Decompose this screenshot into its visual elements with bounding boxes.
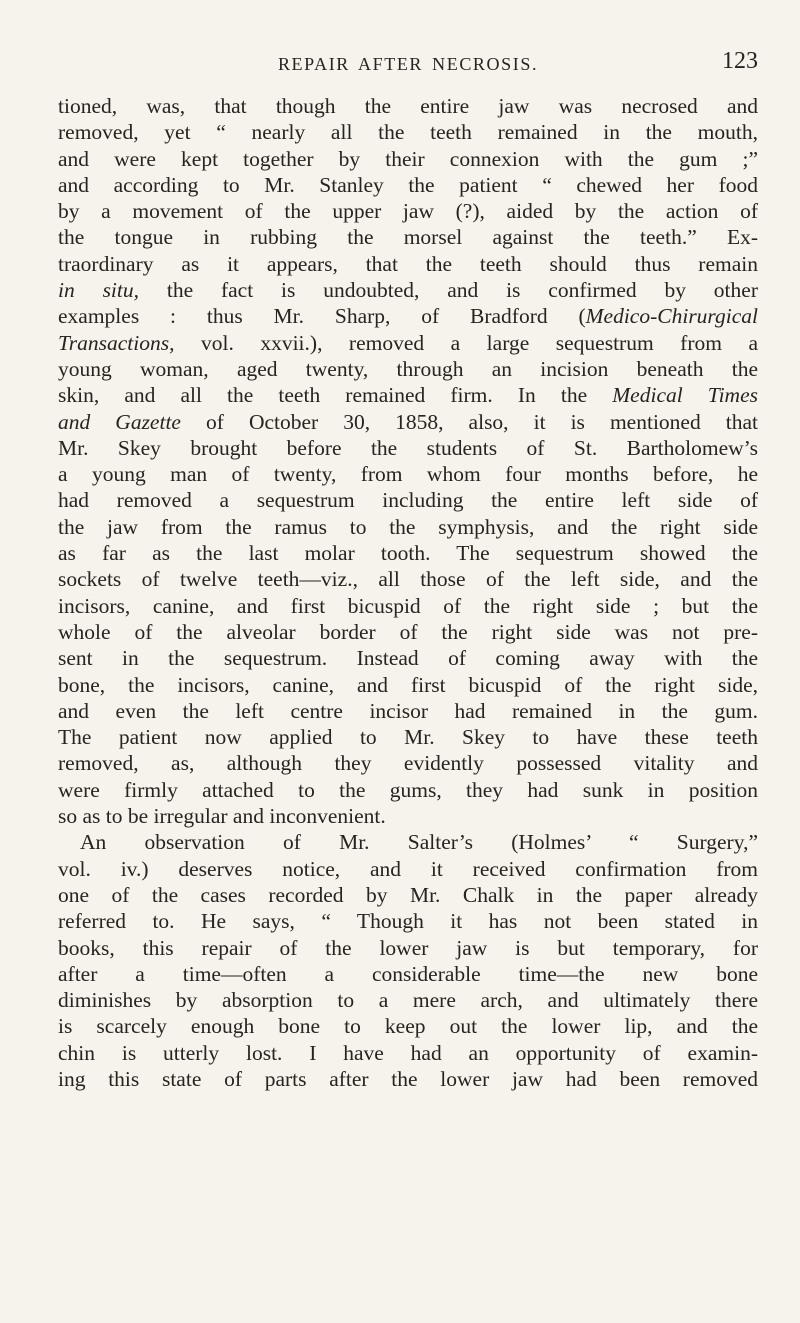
- text-line: [58, 1013, 758, 1039]
- text-segment: and according to Mr. Stanley the patient “ chewed her food: [58, 172, 758, 197]
- text-segment: examples : thus Mr. Sharp, of Bradford (: [58, 304, 586, 329]
- body-text: [58, 93, 758, 1092]
- text-line: [58, 987, 758, 1013]
- text-line: [58, 540, 758, 566]
- text-line: [58, 172, 758, 198]
- text-line: [58, 514, 758, 540]
- text-line: [58, 882, 758, 908]
- text-line: [58, 251, 758, 277]
- text-line: [58, 330, 758, 356]
- text-line: [58, 935, 758, 961]
- text-line: [58, 619, 758, 645]
- text-segment: the tongue in rubbing the morsel against the teeth.” Ex-: [58, 225, 758, 250]
- text-segment: had removed a sequestrum including the entire left side of: [58, 488, 758, 513]
- text-segment: traordinary as it appears, that the teeth should thus remain: [58, 251, 758, 276]
- text-segment: incisors, canine, and first bicuspid of the right side ; but the: [58, 593, 758, 618]
- text-segment: as far as the last molar tooth. The sequestrum showed the: [58, 541, 758, 566]
- text-segment: by a movement of the upper jaw (?), aided by the action of: [58, 199, 758, 224]
- text-line: [58, 461, 758, 487]
- text-segment: referred to. He says, “ Though it has not been stated in: [58, 909, 758, 934]
- text-segment: removed, yet “ nearly all the teeth remained in the mouth,: [58, 120, 758, 145]
- italic-text: Medico-Chirurgical: [585, 304, 758, 329]
- text-segment: the fact is undoubted, and is confirmed by other: [139, 278, 758, 303]
- text-line: [58, 672, 758, 698]
- text-line: [58, 382, 758, 408]
- text-segment: of October 30, 1858, also, it is mentioned that: [180, 409, 758, 434]
- text-segment: a young man of twenty, from whom four months before, he: [58, 462, 758, 487]
- text-line: [58, 724, 758, 750]
- text-segment: bone, the incisors, canine, and first bicuspid of the right side,: [58, 672, 758, 697]
- text-segment: The patient now applied to Mr. Skey to have these teeth: [58, 725, 758, 750]
- running-head: REPAIR AFTER NECROSIS.: [277, 54, 539, 74]
- text-line: [58, 750, 758, 776]
- text-segment: so as to be irregular and inconvenient.: [58, 804, 386, 829]
- text-segment: vol. iv.) deserves notice, and it received confirmation from: [58, 856, 758, 881]
- text-line: [58, 908, 758, 934]
- text-line: [58, 777, 758, 803]
- text-segment: sockets of twelve teeth—viz., all those of the left side, and the: [58, 567, 758, 592]
- text-segment: books, this repair of the lower jaw is but temporary, for: [58, 935, 758, 960]
- italic-text: and Gazette: [58, 409, 181, 434]
- text-segment: An observation of Mr. Salter’s (Holmes’ “ Surgery,”: [80, 830, 758, 855]
- text-segment: diminishes by absorption to a mere arch, and ultimately there: [58, 988, 758, 1013]
- text-line: [58, 119, 758, 145]
- text-segment: removed, as, although they evidently possessed vitality and: [58, 751, 758, 776]
- text-line: [58, 856, 758, 882]
- text-segment: Mr. Skey brought before the students of St. Bartholomew’s: [58, 435, 758, 460]
- text-line: [58, 1040, 758, 1066]
- italic-text: Medical Times: [612, 383, 758, 408]
- text-line: [58, 146, 758, 172]
- text-line: [58, 803, 758, 829]
- text-segment: whole of the alveolar border of the right side was not pre-: [58, 619, 758, 644]
- text-segment: after a time—often a considerable time—the new bone: [58, 961, 758, 986]
- text-segment: sent in the sequestrum. Instead of coming away with the: [58, 646, 758, 671]
- text-line: [58, 487, 758, 513]
- text-line: [58, 93, 758, 119]
- italic-text: Transactions,: [58, 330, 175, 355]
- italic-text: in situ,: [58, 278, 140, 303]
- text-line: [58, 409, 758, 435]
- text-segment: skin, and all the teeth remained firm. In the: [58, 383, 613, 408]
- text-segment: young woman, aged twenty, through an incision beneath the: [58, 356, 758, 381]
- text-segment: and even the left centre incisor had remained in the gum.: [58, 698, 758, 723]
- text-line: [58, 645, 758, 671]
- text-segment: were firmly attached to the gums, they had sunk in position: [58, 777, 758, 802]
- text-line: [58, 698, 758, 724]
- text-segment: and were kept together by their connexion with the gum ;”: [58, 146, 758, 171]
- text-line: [58, 1066, 758, 1092]
- text-line: [58, 303, 758, 329]
- text-segment: the jaw from the ramus to the symphysis, and the right side: [58, 514, 758, 539]
- text-segment: chin is utterly lost. I have had an opportunity of examin-: [58, 1040, 758, 1065]
- text-line: [58, 829, 758, 855]
- text-line: [58, 224, 758, 250]
- text-line: [58, 198, 758, 224]
- text-segment: tioned, was, that though the entire jaw was necrosed and: [58, 94, 758, 118]
- page-number: 123: [722, 48, 758, 74]
- text-segment: is scarcely enough bone to keep out the lower lip, and the: [58, 1014, 758, 1039]
- text-segment: ing this state of parts after the lower jaw had been removed: [58, 1066, 758, 1091]
- text-line: [58, 961, 758, 987]
- page-header: [58, 48, 758, 84]
- text-line: [58, 566, 758, 592]
- text-segment: vol. xxvii.), removed a large sequestrum from a: [174, 330, 758, 355]
- text-line: [58, 277, 758, 303]
- text-line: [58, 356, 758, 382]
- text-segment: one of the cases recorded by Mr. Chalk in the paper already: [58, 882, 758, 907]
- text-line: [58, 593, 758, 619]
- text-line: [58, 435, 758, 461]
